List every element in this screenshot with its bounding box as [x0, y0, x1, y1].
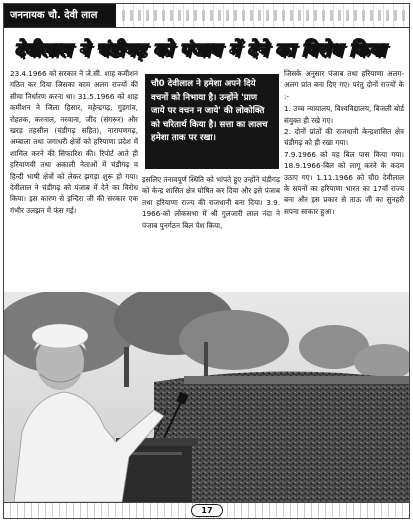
article-column-2 [142, 174, 280, 231]
column-2-paragraph: इसलिए तनावपूर्ण स्थिति को भांपते हुए उन्होंने चंडीगढ़ को केन्द्र शासित क्षेत्र घोषित कर दिया और इसे पंजाब तथा हरियाणा राज्य की राजधानी बना दिया। 3.9. 1966-को लोकसभा में श्री गुलजारी लाल नंदा ने पंजाब पुनर्गठन बिल पेश किया, [142, 175, 280, 230]
pull-quote-box: चौ0 देवीलाल ने हमेशा अपने दिये वचनों को निभाया है। उन्होंने 'प्राण जाये पर वचन न जाये' की लोकोक्ति को चरितार्थ किया है। सत्ता का लालच हमेशा ताक पर रखा। [145, 74, 279, 169]
page-number: 17 [191, 504, 223, 517]
column-3-intro: जिसके अनुसार पंजाब तथा हरियाणा अलग-अलग प्रांत बना दिए गए। परंतु दोनों राज्यों के :- [284, 69, 404, 101]
rally-photo [4, 292, 409, 502]
numbered-list [284, 103, 404, 149]
page-frame [3, 3, 410, 519]
page-header [4, 4, 409, 28]
column-1-paragraph: 23.4.1966 को सरकार ने जे.सी. शाह कमीशन गठित कर दिया जिसका काम अलग राज्यों की सीमा निर्धारण करना था। 31.5.1966 को शाह कमीशन ने जिला हिसार, महेन्द्रगढ़, गुड़गांव, रोहतक, करनाल, नरवाना, जींद (संगरूर) और खरड़ तहसील (चंडीगढ़ सहित), नारायणगढ़, अम्बाला तथा जगाधरी क्षेत्रों को हरियाणा प्रदेश में शामिल करने की सिफारिश की। रिपोर्ट आते ही हरियाणवी तथा अकाली नेताओं में चंडीगढ़ व हिन्दी भाषी क्षेत्रों को लेकर झगड़ा शुरू हो गया। देवीलाल ने चंडीगढ़ को पंजाब में देने का विरोध किया। इस कारण से इन्दिरा जी की सरकार एक गंभीर उलझन में फंस गई। [10, 69, 138, 215]
headline: देवीलाल ने चंडीगढ़ को पंजाब में देने का विरोध किया [14, 39, 386, 61]
column-3-closing: 7.9.1966 को यह बिल पास किया गया। 18.9.1966-बिल को लागू करने के कदम उठाए गए। 1.11.1966 को चौ0 देवीलाल के सपनों का हरियाणा भारत का 17वाँ राज्य बना और इस प्रकार से ताऊ जी का सुनहरी सपना साकार हुआ। [284, 149, 404, 216]
header-ornament [122, 10, 405, 21]
section-label: जननायक चौ. देवी लाल [4, 4, 116, 27]
list-item: 2. दोनों प्रांतों की राजधानी केन्द्रशासित क्षेत्र चंडीगढ़ को ही रखा गया। [284, 127, 404, 148]
list-item: 1. उच्च न्यायालय, विश्वविद्यालय, बिजली बोर्ड संयुक्त ही रखे गए। [284, 104, 404, 125]
article-column-3 [284, 68, 404, 217]
rally-photo-image [4, 292, 409, 502]
article-column-1 [10, 68, 138, 216]
page-footer [4, 502, 409, 518]
